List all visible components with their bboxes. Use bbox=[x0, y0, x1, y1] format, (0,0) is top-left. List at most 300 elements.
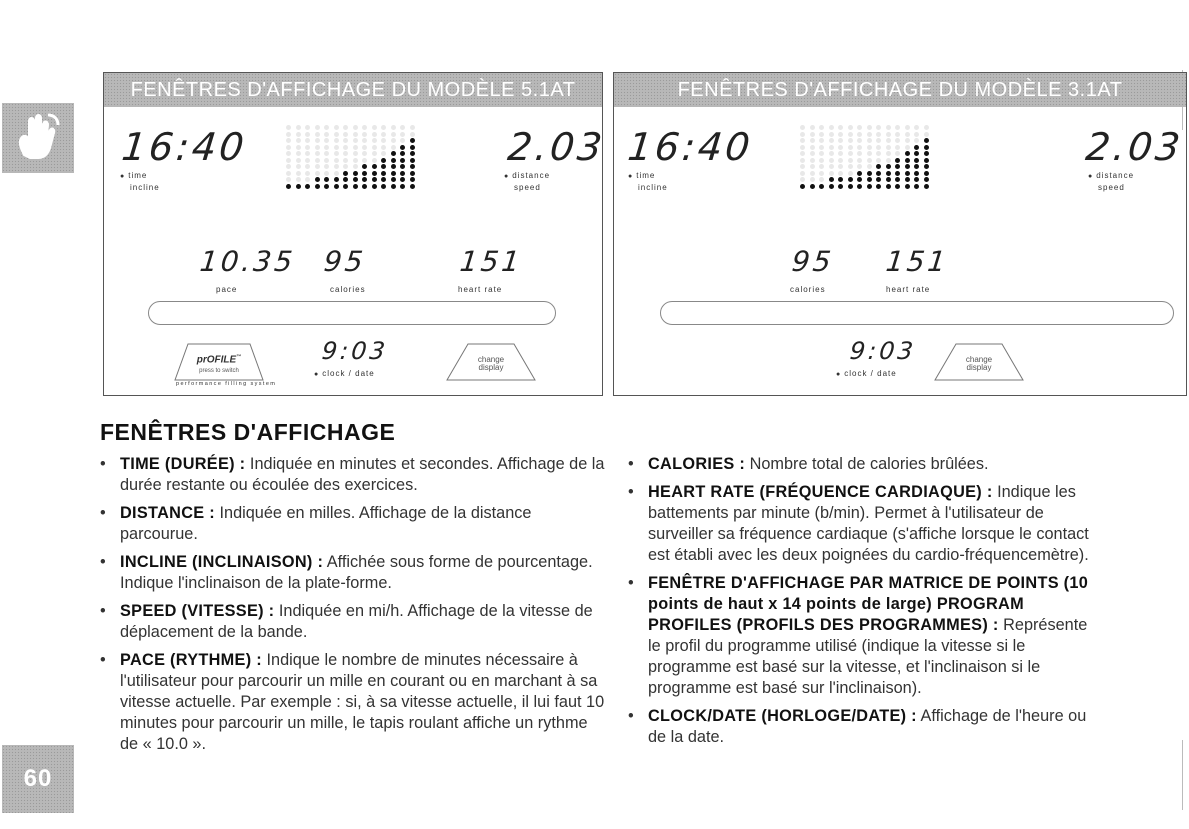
list-item bbox=[100, 552, 610, 594]
matrix-dot bbox=[848, 171, 853, 176]
heart-rate-readout: 151 bbox=[884, 245, 951, 278]
list-item bbox=[100, 601, 610, 643]
item-term: HEART RATE (FRÉQUENCE CARDIAQUE) : bbox=[648, 483, 993, 501]
matrix-dot bbox=[914, 164, 919, 169]
matrix-dot bbox=[800, 164, 805, 169]
matrix-dot bbox=[819, 171, 824, 176]
matrix-dot bbox=[315, 184, 320, 189]
matrix-dot bbox=[800, 158, 805, 163]
matrix-dot bbox=[381, 138, 386, 143]
edge-mark bbox=[1182, 740, 1183, 810]
matrix-dot bbox=[857, 151, 862, 156]
display-text: display bbox=[478, 363, 504, 372]
matrix-dot bbox=[410, 138, 415, 143]
matrix-dot bbox=[848, 151, 853, 156]
matrix-dot bbox=[838, 164, 843, 169]
matrix-dot bbox=[829, 125, 834, 130]
matrix-dot bbox=[324, 125, 329, 130]
item-term: PACE (RYTHME) : bbox=[120, 651, 262, 669]
calories-readout: 95 bbox=[322, 245, 368, 278]
matrix-dot bbox=[372, 164, 377, 169]
matrix-dot bbox=[876, 145, 881, 150]
matrix-dot bbox=[867, 151, 872, 156]
matrix-dot bbox=[324, 145, 329, 150]
matrix-dot bbox=[400, 151, 405, 156]
page-number: 60 bbox=[23, 765, 53, 792]
matrix-dot bbox=[838, 158, 843, 163]
matrix-dot bbox=[857, 158, 862, 163]
matrix-dot bbox=[857, 171, 862, 176]
matrix-dot bbox=[819, 138, 824, 143]
clock-label: ● clock / date bbox=[836, 369, 897, 378]
matrix-dot bbox=[410, 164, 415, 169]
speed-label: speed bbox=[1098, 183, 1125, 192]
matrix-dot bbox=[848, 177, 853, 182]
matrix-dot bbox=[819, 151, 824, 156]
matrix-dot bbox=[848, 125, 853, 130]
item-term: DISTANCE : bbox=[120, 504, 215, 522]
matrix-dot bbox=[353, 125, 358, 130]
matrix-dot bbox=[381, 177, 386, 182]
matrix-dot bbox=[391, 171, 396, 176]
matrix-dot bbox=[819, 125, 824, 130]
time-readout: 16:40 bbox=[625, 125, 755, 169]
matrix-dot bbox=[810, 164, 815, 169]
matrix-dot bbox=[857, 164, 862, 169]
matrix-dot bbox=[296, 164, 301, 169]
matrix-dot bbox=[296, 138, 301, 143]
matrix-dot bbox=[315, 171, 320, 176]
matrix-dot bbox=[296, 145, 301, 150]
matrix-dot bbox=[924, 158, 929, 163]
matrix-dot bbox=[286, 138, 291, 143]
track-bar bbox=[660, 301, 1174, 325]
matrix-dot bbox=[829, 132, 834, 137]
matrix-dot bbox=[914, 158, 919, 163]
list-item bbox=[628, 454, 1093, 475]
matrix-dot bbox=[829, 184, 834, 189]
matrix-dot bbox=[857, 177, 862, 182]
matrix-dot bbox=[905, 132, 910, 137]
matrix-dot bbox=[829, 164, 834, 169]
matrix-dot bbox=[800, 125, 805, 130]
incline-label: incline bbox=[130, 183, 160, 192]
matrix-dot bbox=[410, 132, 415, 137]
matrix-dot bbox=[848, 184, 853, 189]
matrix-dot bbox=[353, 132, 358, 137]
matrix-dot bbox=[810, 177, 815, 182]
matrix-dot bbox=[391, 151, 396, 156]
item-text: Nombre total de calories brûlées. bbox=[745, 455, 989, 473]
matrix-dot bbox=[829, 158, 834, 163]
list-item bbox=[100, 454, 610, 496]
matrix-dot bbox=[343, 132, 348, 137]
matrix-dot bbox=[296, 184, 301, 189]
matrix-dot bbox=[410, 177, 415, 182]
matrix-dot bbox=[334, 177, 339, 182]
matrix-dot bbox=[810, 138, 815, 143]
matrix-dot bbox=[362, 151, 367, 156]
matrix-dot bbox=[819, 184, 824, 189]
item-text: Indiquée en milles. Affichage de la distance parcourue. bbox=[120, 504, 532, 543]
matrix-dot bbox=[838, 132, 843, 137]
matrix-dot bbox=[876, 158, 881, 163]
matrix-dot bbox=[800, 184, 805, 189]
matrix-dot bbox=[334, 171, 339, 176]
matrix-dot bbox=[343, 158, 348, 163]
matrix-dot bbox=[362, 158, 367, 163]
matrix-dot bbox=[381, 171, 386, 176]
matrix-dot bbox=[800, 151, 805, 156]
item-term: TIME (DURÉE) : bbox=[120, 455, 246, 473]
matrix-dot bbox=[914, 125, 919, 130]
hand-pointer-icon bbox=[2, 103, 74, 173]
heart-rate-readout: 151 bbox=[458, 245, 525, 278]
matrix-dot bbox=[886, 125, 891, 130]
matrix-dot bbox=[381, 184, 386, 189]
matrix-dot bbox=[829, 171, 834, 176]
panel-header: FENÊTRES D'AFFICHAGE DU MODÈLE 3.1AT bbox=[614, 73, 1186, 107]
matrix-dot bbox=[305, 145, 310, 150]
matrix-dot bbox=[867, 158, 872, 163]
matrix-dot bbox=[400, 177, 405, 182]
profile-button[interactable] bbox=[174, 343, 264, 381]
matrix-dot bbox=[867, 138, 872, 143]
item-text: Indique le nombre de minutes nécessaire à l'utilisateur pour parcourir un mille en courant ou en marchant à sa vitesse actuelle. Par exemple : si, à sa vitesse actuelle, il lui faut 10 minutes pour parcourir un mille, le tapis roulant affiche un rythme de « 10.0 ». bbox=[120, 651, 605, 753]
list-item bbox=[100, 503, 610, 545]
item-term: CALORIES : bbox=[648, 455, 746, 473]
time-readout: 16:40 bbox=[119, 125, 249, 169]
matrix-dot bbox=[372, 145, 377, 150]
matrix-dot bbox=[353, 184, 358, 189]
matrix-dot bbox=[857, 138, 862, 143]
matrix-dot bbox=[838, 138, 843, 143]
calories-readout: 95 bbox=[790, 245, 836, 278]
item-term: INCLINE (INCLINAISON) : bbox=[120, 553, 324, 571]
distance-label: ● distance bbox=[1088, 171, 1134, 180]
matrix-dot bbox=[914, 145, 919, 150]
matrix-dot bbox=[372, 158, 377, 163]
matrix-dot bbox=[315, 125, 320, 130]
matrix-dot bbox=[286, 125, 291, 130]
item-term: SPEED (VITESSE) : bbox=[120, 602, 275, 620]
matrix-dot bbox=[296, 151, 301, 156]
matrix-dot bbox=[867, 184, 872, 189]
matrix-dot bbox=[381, 132, 386, 137]
right-definitions-list bbox=[628, 454, 1093, 755]
matrix-dot bbox=[819, 158, 824, 163]
change-display-button[interactable] bbox=[934, 343, 1024, 381]
matrix-dot bbox=[334, 125, 339, 130]
matrix-dot bbox=[286, 151, 291, 156]
matrix-dot bbox=[400, 132, 405, 137]
matrix-dot bbox=[381, 158, 386, 163]
heart-rate-label: heart rate bbox=[886, 285, 931, 294]
matrix-dot bbox=[876, 151, 881, 156]
matrix-dot bbox=[876, 164, 881, 169]
matrix-dot bbox=[905, 138, 910, 143]
matrix-dot bbox=[372, 125, 377, 130]
matrix-dot bbox=[296, 132, 301, 137]
dot-matrix-display bbox=[286, 125, 419, 190]
matrix-dot bbox=[391, 132, 396, 137]
matrix-dot bbox=[867, 132, 872, 137]
matrix-dot bbox=[819, 132, 824, 137]
matrix-dot bbox=[372, 151, 377, 156]
matrix-dot bbox=[800, 177, 805, 182]
matrix-dot bbox=[848, 138, 853, 143]
matrix-dot bbox=[353, 171, 358, 176]
item-text: Représente le profil du programme utilisé (indique la vitesse si le programme est basé sur la vitesse, et l'inclinaison si le programme est basé sur l'inclinaison). bbox=[648, 616, 1088, 697]
matrix-dot bbox=[810, 125, 815, 130]
matrix-dot bbox=[914, 171, 919, 176]
change-text: change bbox=[477, 355, 505, 364]
matrix-dot bbox=[324, 158, 329, 163]
matrix-dot bbox=[829, 138, 834, 143]
page-number-tab bbox=[2, 745, 74, 813]
matrix-dot bbox=[829, 145, 834, 150]
matrix-dot bbox=[334, 132, 339, 137]
matrix-dot bbox=[924, 171, 929, 176]
matrix-dot bbox=[895, 164, 900, 169]
matrix-dot bbox=[400, 145, 405, 150]
distance-readout: 2.03 bbox=[1083, 125, 1185, 169]
list-item bbox=[628, 706, 1093, 748]
matrix-dot bbox=[324, 171, 329, 176]
matrix-dot bbox=[400, 138, 405, 143]
matrix-dot bbox=[886, 158, 891, 163]
matrix-dot bbox=[362, 177, 367, 182]
matrix-dot bbox=[800, 171, 805, 176]
matrix-dot bbox=[334, 158, 339, 163]
matrix-dot bbox=[334, 145, 339, 150]
matrix-dot bbox=[362, 138, 367, 143]
dot-matrix-display bbox=[800, 125, 933, 190]
matrix-dot bbox=[819, 164, 824, 169]
matrix-dot bbox=[857, 125, 862, 130]
matrix-dot bbox=[848, 164, 853, 169]
profile-logo: prOFILE™ bbox=[196, 354, 242, 366]
matrix-dot bbox=[886, 177, 891, 182]
matrix-dot bbox=[305, 151, 310, 156]
matrix-dot bbox=[867, 164, 872, 169]
matrix-dot bbox=[914, 184, 919, 189]
matrix-dot bbox=[391, 138, 396, 143]
matrix-dot bbox=[391, 164, 396, 169]
matrix-dot bbox=[886, 138, 891, 143]
matrix-dot bbox=[895, 151, 900, 156]
matrix-dot bbox=[810, 171, 815, 176]
matrix-dot bbox=[372, 171, 377, 176]
matrix-dot bbox=[305, 164, 310, 169]
matrix-dot bbox=[848, 158, 853, 163]
item-term: CLOCK/DATE (HORLOGE/DATE) : bbox=[648, 707, 917, 725]
matrix-dot bbox=[410, 158, 415, 163]
list-item bbox=[100, 650, 610, 755]
matrix-dot bbox=[800, 145, 805, 150]
matrix-dot bbox=[886, 184, 891, 189]
matrix-dot bbox=[905, 125, 910, 130]
matrix-dot bbox=[924, 184, 929, 189]
matrix-dot bbox=[819, 145, 824, 150]
matrix-dot bbox=[305, 171, 310, 176]
matrix-dot bbox=[838, 125, 843, 130]
matrix-dot bbox=[286, 171, 291, 176]
matrix-dot bbox=[353, 138, 358, 143]
matrix-dot bbox=[286, 145, 291, 150]
matrix-dot bbox=[914, 151, 919, 156]
matrix-dot bbox=[848, 132, 853, 137]
distance-label: ● distance bbox=[504, 171, 550, 180]
matrix-dot bbox=[895, 125, 900, 130]
matrix-dot bbox=[905, 158, 910, 163]
matrix-dot bbox=[876, 184, 881, 189]
matrix-dot bbox=[362, 125, 367, 130]
item-text: Indique les battements par minute (b/min). Permet à l'utilisateur de surveiller sa fréquence cardiaque (s'affiche lorsque le contact est établi avec les deux poignées du cardio-fréquencemètre). bbox=[648, 483, 1089, 564]
matrix-dot bbox=[895, 171, 900, 176]
matrix-dot bbox=[924, 164, 929, 169]
matrix-dot bbox=[286, 132, 291, 137]
clock-readout: 9:03 bbox=[848, 337, 918, 365]
matrix-dot bbox=[305, 184, 310, 189]
matrix-dot bbox=[867, 145, 872, 150]
matrix-dot bbox=[810, 158, 815, 163]
matrix-dot bbox=[296, 171, 301, 176]
matrix-dot bbox=[400, 158, 405, 163]
matrix-dot bbox=[867, 125, 872, 130]
matrix-dot bbox=[381, 151, 386, 156]
matrix-dot bbox=[867, 177, 872, 182]
matrix-dot bbox=[362, 164, 367, 169]
matrix-dot bbox=[305, 132, 310, 137]
matrix-dot bbox=[895, 184, 900, 189]
matrix-dot bbox=[381, 145, 386, 150]
speed-label: speed bbox=[514, 183, 541, 192]
matrix-dot bbox=[286, 184, 291, 189]
matrix-dot bbox=[857, 145, 862, 150]
matrix-dot bbox=[857, 184, 862, 189]
matrix-dot bbox=[924, 177, 929, 182]
matrix-dot bbox=[905, 177, 910, 182]
matrix-dot bbox=[905, 145, 910, 150]
matrix-dot bbox=[353, 151, 358, 156]
matrix-dot bbox=[914, 138, 919, 143]
matrix-dot bbox=[362, 184, 367, 189]
matrix-dot bbox=[905, 151, 910, 156]
matrix-dot bbox=[391, 158, 396, 163]
calories-label: calories bbox=[330, 285, 366, 294]
matrix-dot bbox=[362, 171, 367, 176]
matrix-dot bbox=[914, 177, 919, 182]
matrix-dot bbox=[305, 125, 310, 130]
matrix-dot bbox=[324, 151, 329, 156]
matrix-dot bbox=[410, 145, 415, 150]
display-text: display bbox=[966, 363, 992, 372]
matrix-dot bbox=[886, 145, 891, 150]
matrix-dot bbox=[895, 158, 900, 163]
matrix-dot bbox=[372, 132, 377, 137]
matrix-dot bbox=[324, 138, 329, 143]
matrix-dot bbox=[315, 138, 320, 143]
matrix-dot bbox=[324, 132, 329, 137]
matrix-dot bbox=[296, 177, 301, 182]
panel-header: FENÊTRES D'AFFICHAGE DU MODÈLE 5.1AT bbox=[104, 73, 602, 107]
matrix-dot bbox=[905, 184, 910, 189]
matrix-dot bbox=[391, 125, 396, 130]
time-label: ● time bbox=[628, 171, 655, 180]
matrix-dot bbox=[372, 184, 377, 189]
matrix-dot bbox=[905, 171, 910, 176]
matrix-dot bbox=[410, 184, 415, 189]
distance-readout: 2.03 bbox=[505, 125, 607, 169]
matrix-dot bbox=[353, 158, 358, 163]
matrix-dot bbox=[895, 132, 900, 137]
matrix-dot bbox=[400, 171, 405, 176]
change-text: change bbox=[965, 355, 993, 364]
matrix-dot bbox=[343, 184, 348, 189]
matrix-dot bbox=[914, 132, 919, 137]
matrix-dot bbox=[353, 177, 358, 182]
section-title: FENÊTRES D'AFFICHAGE bbox=[100, 419, 396, 445]
matrix-dot bbox=[343, 171, 348, 176]
profile-tagline: performance filling system bbox=[176, 381, 277, 387]
time-label: ● time bbox=[120, 171, 147, 180]
matrix-dot bbox=[886, 171, 891, 176]
matrix-dot bbox=[353, 164, 358, 169]
matrix-dot bbox=[400, 125, 405, 130]
matrix-dot bbox=[838, 177, 843, 182]
matrix-dot bbox=[362, 145, 367, 150]
matrix-dot bbox=[286, 177, 291, 182]
matrix-dot bbox=[334, 184, 339, 189]
matrix-dot bbox=[343, 145, 348, 150]
change-display-button[interactable] bbox=[446, 343, 536, 381]
pace-readout: 10.35 bbox=[198, 245, 297, 278]
matrix-dot bbox=[343, 164, 348, 169]
matrix-dot bbox=[324, 177, 329, 182]
matrix-dot bbox=[315, 151, 320, 156]
list-item bbox=[628, 482, 1093, 566]
matrix-dot bbox=[334, 151, 339, 156]
matrix-dot bbox=[857, 132, 862, 137]
matrix-dot bbox=[838, 145, 843, 150]
matrix-dot bbox=[876, 177, 881, 182]
matrix-dot bbox=[924, 132, 929, 137]
matrix-dot bbox=[838, 151, 843, 156]
left-definitions-list bbox=[100, 454, 610, 762]
matrix-dot bbox=[381, 164, 386, 169]
matrix-dot bbox=[924, 138, 929, 143]
matrix-dot bbox=[381, 125, 386, 130]
matrix-dot bbox=[867, 171, 872, 176]
matrix-dot bbox=[819, 177, 824, 182]
matrix-dot bbox=[315, 132, 320, 137]
list-item bbox=[628, 573, 1093, 699]
matrix-dot bbox=[876, 138, 881, 143]
matrix-dot bbox=[876, 171, 881, 176]
item-term: FENÊTRE D'AFFICHAGE PAR MATRICE DE POINTS (10 points de haut x 14 points de large) PROGRAM PROFILES (PROFILS DES PROGRAMMES) : bbox=[648, 574, 1089, 634]
matrix-dot bbox=[410, 151, 415, 156]
item-text: Indiquée en minutes et secondes. Affichage de la durée restante ou écoulée des exercices. bbox=[120, 455, 605, 494]
matrix-dot bbox=[305, 158, 310, 163]
matrix-dot bbox=[810, 184, 815, 189]
matrix-dot bbox=[334, 164, 339, 169]
matrix-dot bbox=[315, 158, 320, 163]
profile-subtext: press to switch bbox=[199, 368, 239, 374]
matrix-dot bbox=[876, 132, 881, 137]
matrix-dot bbox=[305, 138, 310, 143]
display-panel-5-1at bbox=[103, 72, 607, 396]
